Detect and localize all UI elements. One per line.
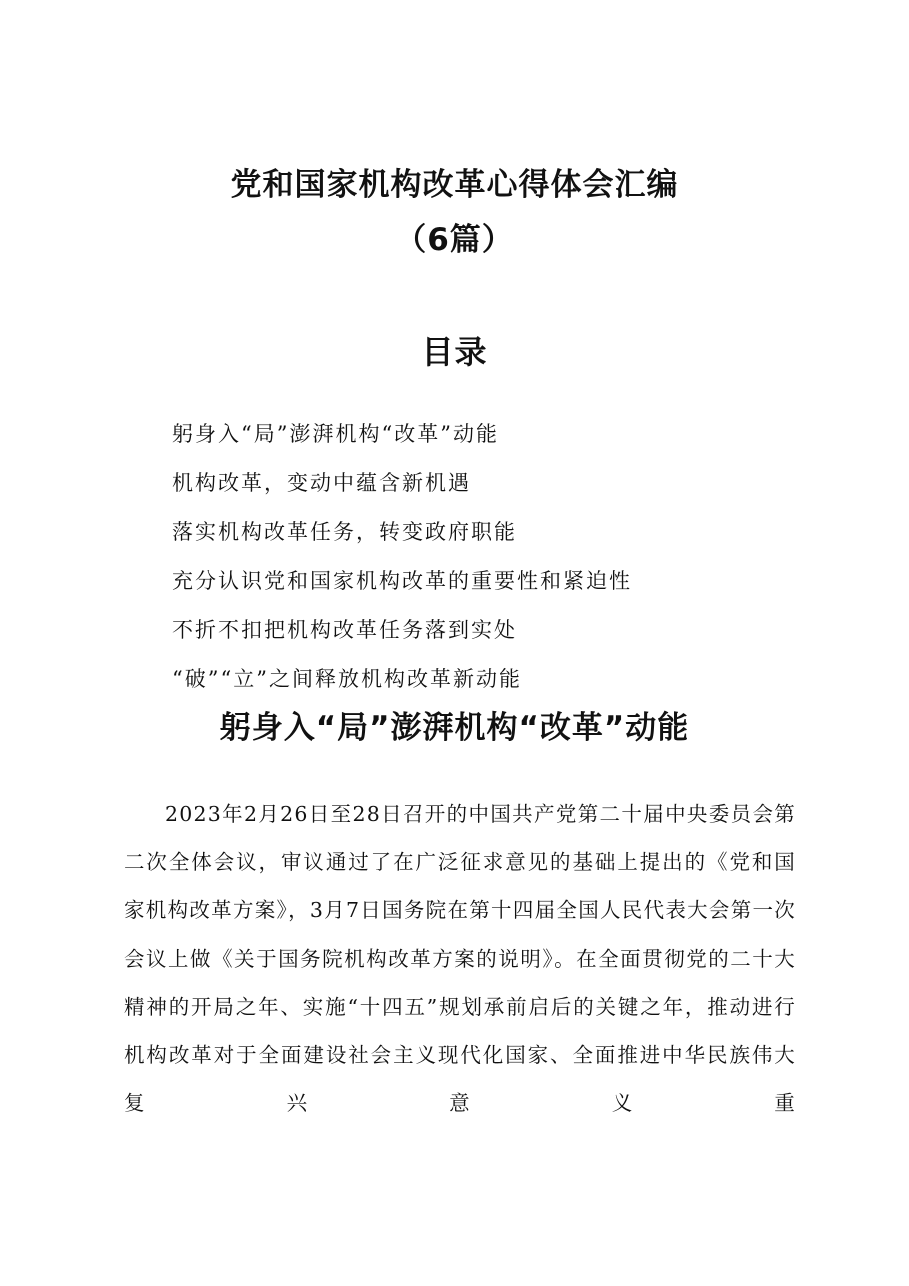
toc-item: 不折不扣把机构改革任务落到实处 — [172, 618, 517, 642]
toc-item: 机构改革，变动中蕴含新机遇 — [172, 471, 471, 495]
toc-heading: 目录 — [421, 333, 488, 371]
document-title: 党和国家机构改革心得体会汇编 — [230, 167, 679, 203]
section-title: 躬身入“局”澎湃机构“改革”动能 — [219, 710, 690, 746]
table-of-contents — [172, 412, 632, 706]
section-body-paragraph: 2023年2月26日至28日召开的中国共产党第二十届中央委员会第二次全体会议，审议通过了在广泛征求意见的基础上提出的《党和国家机构改革方案》，3月7日国务院在第十四届全国人民代表大会第一次会议上做《关于国务院机构改革方案的说明》。在全面贯彻党的二十大精神的开局之年、实施“十四五”规划承前启后的关键之年，推动进行机构改革对于全面建设社会主义现代化国家、全面推进中华民族伟大复兴意义重 — [124, 802, 796, 1116]
toc-item: 躬身入“局”澎湃机构“改革”动能 — [172, 422, 499, 446]
toc-item: “破”“立”之间释放机构改革新动能 — [172, 667, 522, 691]
document-count: （6篇） — [395, 222, 514, 258]
toc-item: 落实机构改革任务，转变政府职能 — [172, 520, 517, 544]
toc-item: 充分认识党和国家机构改革的重要性和紧迫性 — [172, 569, 632, 593]
